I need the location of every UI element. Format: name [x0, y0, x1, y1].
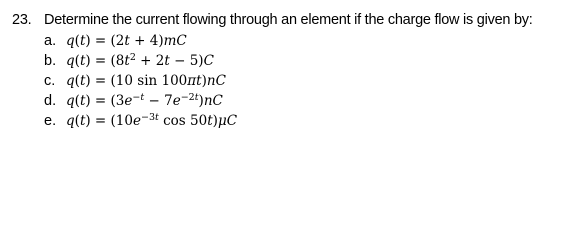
formula-part: + 4) [129, 33, 164, 49]
formula-part: mC [163, 33, 187, 49]
charge-formula [66, 71, 226, 91]
formula-part: q [66, 33, 75, 49]
formula-part: ) [198, 93, 204, 109]
formula-part: 2 [129, 52, 136, 63]
formula-part: ) [212, 113, 218, 129]
question-text: Determine the current flowing through an element if the charge flow is given by: [44, 12, 533, 28]
formula-part: t [164, 53, 170, 69]
formula-part: −2t [180, 92, 199, 103]
formula-part: −t [132, 92, 145, 103]
formula-part: nC [203, 93, 223, 109]
formula-part: ( [74, 73, 80, 89]
formula-part: ( [74, 33, 80, 49]
formula-part: πt [187, 73, 202, 89]
formula-part: e [132, 113, 141, 129]
formula-part: − 5) [169, 53, 204, 69]
formula-part: ) = (3 [85, 93, 125, 109]
formula-part: t [124, 33, 130, 49]
formula-part: ) = (8 [85, 53, 125, 69]
formula-part: cos 50 [158, 113, 208, 129]
formula-part: −3t [140, 112, 159, 123]
option-letter: d. [44, 93, 57, 109]
formula-part: ( [74, 93, 80, 109]
formula-part: ) = (10 sin 100 [85, 73, 188, 89]
option-b [44, 51, 577, 71]
formula-part: q [66, 53, 75, 69]
question-number: 23. [12, 12, 32, 28]
formula-part: ) [201, 73, 207, 89]
formula-part: nC [206, 73, 226, 89]
option-e [44, 111, 577, 131]
formula-part: t [79, 33, 86, 49]
formula-part: + 2 [135, 53, 165, 69]
formula-part: − 7 [144, 93, 173, 109]
option-c [44, 71, 577, 91]
option-letter: e. [44, 113, 57, 129]
option-letter: a. [44, 33, 57, 49]
option-d [44, 91, 577, 111]
formula-part: ( [74, 53, 80, 69]
formula-part: ( [74, 113, 80, 129]
formula-part: μC [217, 113, 238, 129]
formula-part: ) = (2 [85, 33, 125, 49]
formula-part: e [172, 93, 181, 109]
charge-formula [66, 31, 187, 51]
charge-formula [66, 51, 214, 71]
charge-formula [66, 111, 237, 131]
formula-part: t [79, 113, 86, 129]
charge-formula [66, 91, 223, 111]
formula-part: e [124, 93, 133, 109]
option-letter: c. [44, 73, 56, 89]
formula-part: t [207, 113, 213, 129]
option-letter: b. [44, 53, 57, 69]
formula-part: q [66, 93, 75, 109]
problem-23 [12, 10, 577, 131]
formula-part: t [79, 53, 86, 69]
answer-options [12, 31, 577, 131]
formula-part: t [79, 93, 86, 109]
formula-part: ) = (10 [85, 113, 133, 129]
question-line [12, 10, 577, 30]
formula-part: q [66, 113, 75, 129]
option-a [44, 31, 577, 51]
formula-part: C [203, 53, 214, 69]
formula-part: t [124, 53, 130, 69]
formula-part: t [79, 73, 86, 89]
formula-part: q [66, 73, 75, 89]
